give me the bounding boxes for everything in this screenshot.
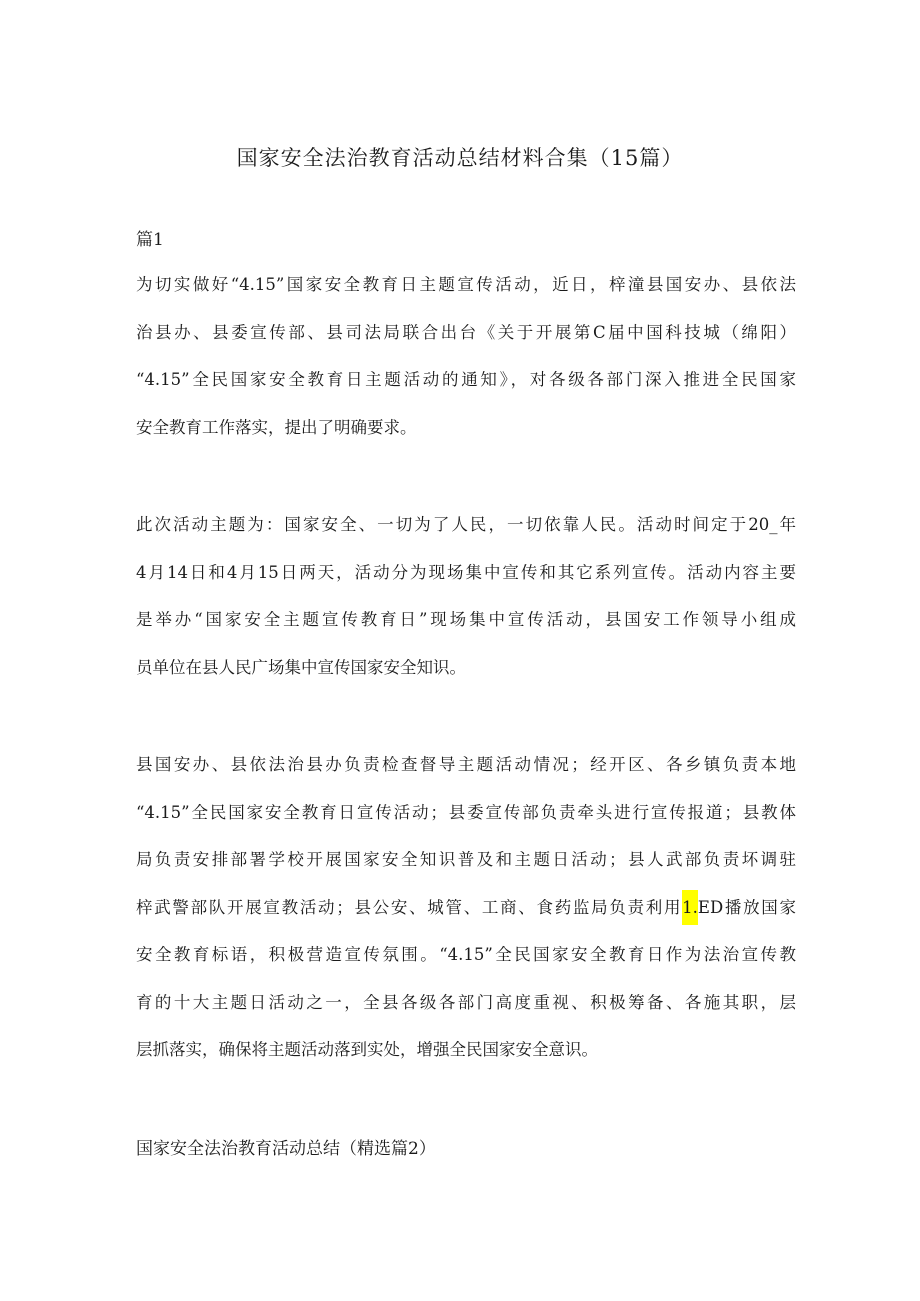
paragraph-line: 安全教育工作落实，提出了明确要求。 [136, 417, 417, 437]
paragraph-line: 育的十大主题日活动之一，全县各级各部门高度重视、积极筹备、各施其职，层 [136, 992, 796, 1012]
paragraph-line: “4.15”全民国家安全教育日宣传活动；县委宣传部负责牵头进行宣传报道；县教体 [136, 802, 796, 822]
paragraph-3 [136, 741, 796, 1074]
section-heading-1: 篇1 [136, 230, 164, 250]
paragraph-line: 是举办“国家安全主题宣传教育日”现场集中宣传活动，县国安工作领导小组成 [136, 610, 796, 629]
paragraph-line: 层抓落实，确保将主题活动落到实处，增强全民国家安全意识。 [136, 1040, 598, 1059]
paragraph-line: 员单位在县人民广场集中宣传国家安全知识。 [136, 657, 466, 677]
paragraph-line: 治县办、县委宣传部、县司法局联合出台《关于开展第C届中国科技城（绵阳） [136, 322, 796, 342]
highlighted-text: 1. [682, 890, 698, 925]
paragraph-line: 为切实做好“4.15”国家安全教育日主题宣传活动，近日，梓潼县国安办、县依法 [136, 275, 796, 294]
paragraph-2 [136, 501, 796, 691]
paragraph-line: 4月14日和4月15日两天，活动分为现场集中宣传和其它系列宣传。活动内容主要 [136, 562, 796, 582]
paragraph-line: 安全教育标语，积极营造宣传氛围。“4.15”全民国家安全教育日作为法治宣传教 [136, 945, 796, 964]
section-heading-2: 国家安全法治教育活动总结（精选篇2） [136, 1139, 436, 1159]
paragraph-line: 此次活动主题为：国家安全、一切为了人民，一切依靠人民。活动时间定于20_年 [136, 515, 796, 534]
line-text-after: ED播放国家 [697, 897, 796, 917]
paragraph-line-with-highlight [136, 884, 796, 932]
line-text-before: 梓武警部队开展宣教活动；县公安、城管、工商、食药监局负责利用 [136, 897, 683, 917]
document-title: 国家安全法治教育活动总结材料合集（15篇） [236, 146, 684, 170]
paragraph-line: 县国安办、县依法治县办负责检查督导主题活动情况；经开区、各乡镇负责本地 [136, 755, 796, 774]
paragraph-line: 局负责安排部署学校开展国家安全知识普及和主题日活动；县人武部负责坏调驻 [136, 850, 796, 869]
paragraph-line: “4.15”全民国家安全教育日主题活动的通知》，对各级各部门深入推进全民国家 [136, 370, 796, 389]
paragraph-1 [136, 261, 796, 451]
